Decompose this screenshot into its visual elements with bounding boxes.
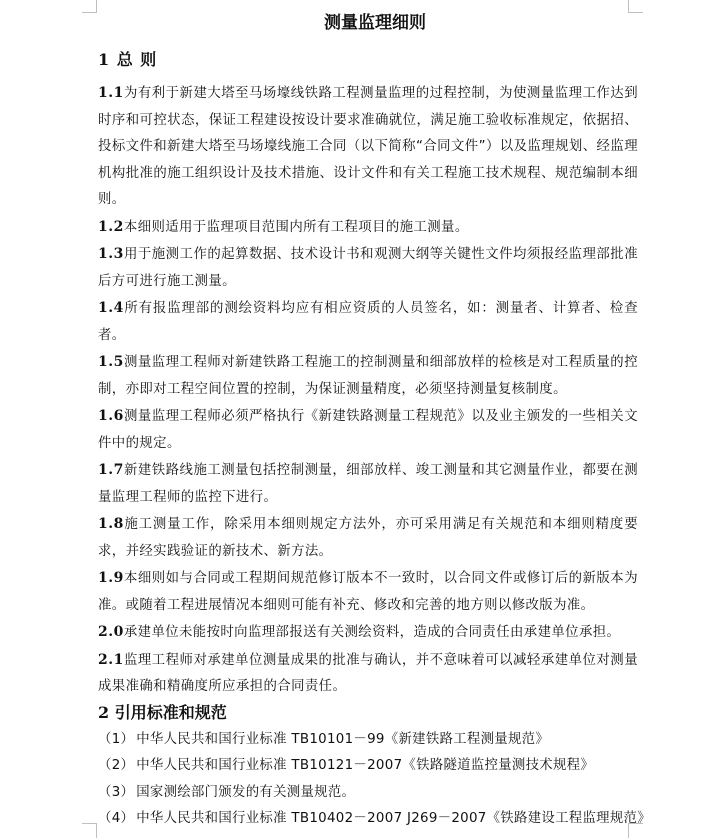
clause-text: 本细则如与合同或工程期间规范修订版本不一致时，以合同文件或修订后的新版本为准。或随着工程进展情况本细则可能有补充、修改和完善的地方则以修改版为准。 xyxy=(98,571,638,613)
clause-text: 测量监理工程师必须严格执行《新建铁路测量工程规范》以及业主颁发的一些相关文件中的规定。 xyxy=(98,409,638,451)
reference-item xyxy=(98,780,638,807)
section-general-paragraphs xyxy=(98,80,638,701)
clause-text: 本细则适用于监理项目范围内所有工程项目的施工测量。 xyxy=(123,219,469,235)
clause-number: 1.1 xyxy=(98,85,124,101)
clause-text: 用于施测工作的起算数据、技术设计书和观测大纲等关键性文件均须报经监理部批准后方可进行施工测量。 xyxy=(98,247,638,289)
page-corner-mark xyxy=(82,823,97,838)
clause-number: 1.6 xyxy=(98,408,124,424)
clause-paragraph xyxy=(98,457,638,511)
clause-text: 施工测量工作，除采用本细则规定方法外，亦可采用满足有关规范和本细则精度要求，并经实践验证的新技术、新方法。 xyxy=(98,517,638,559)
clause-paragraph xyxy=(98,80,638,214)
reference-index: （4） xyxy=(98,811,135,826)
clause-text: 为有利于新建大塔至马场壕线铁路工程测量监理的过程控制，为使测量监理工作达到时序和可控状态，保证工程建设按设计要求准确就位，满足施工验收标准规定，依据招、投标文件和新建大塔至马场壕线施工合同（以下简称“合同文件”）以及监理规划、经监理机构批准的施工组织设计及技术措施、设计文件和有关工程施工技术规程、规范编制本细则。 xyxy=(98,86,638,207)
reference-index: （3） xyxy=(98,784,135,800)
clause-number: 1.8 xyxy=(98,516,124,532)
clause-number: 2.0 xyxy=(98,624,124,640)
clause-number: 1.3 xyxy=(98,246,124,262)
reference-text: 中华人民共和国行业标准 TB10402－2007 J269－2007《铁路建设工程监理规范》 xyxy=(136,811,651,826)
clause-text: 所有报监理部的测绘资料均应有相应资质的人员签名，如：测量者、计算者、检查者。 xyxy=(98,301,638,343)
clause-number: 1.4 xyxy=(98,300,124,316)
clause-number: 2.1 xyxy=(98,651,124,668)
clause-text: 监理工程师对承建单位测量成果的批准与确认，并不意味着可以减轻承建单位对测量成果准确和精确度所应承担的合同责任。 xyxy=(98,652,638,694)
page-corner-mark xyxy=(82,0,97,13)
clause-paragraph xyxy=(98,647,638,701)
document-body xyxy=(98,8,651,833)
clause-paragraph xyxy=(98,349,638,403)
clause-paragraph xyxy=(98,565,638,619)
clause-paragraph xyxy=(98,295,638,349)
reference-index: （1） xyxy=(98,731,135,747)
reference-text: 国家测绘部门颁发的有关测量规范。 xyxy=(136,784,356,800)
reference-text: 中华人民共和国行业标准 TB10101－99《新建铁路工程测量规范》 xyxy=(136,731,550,747)
section-heading-references: 2 引用标准和规范 xyxy=(98,702,227,722)
section-heading-general: 1 总 则 xyxy=(98,50,158,69)
reference-index: （2） xyxy=(98,758,135,773)
clause-number: 1.2 xyxy=(98,218,124,235)
clause-number: 1.5 xyxy=(98,354,124,370)
clause-paragraph xyxy=(98,214,638,242)
clause-text: 承建单位未能按时向监理部报送有关测绘资料，造成的合同责任由承建单位承担。 xyxy=(123,625,621,640)
reference-item xyxy=(98,806,651,833)
reference-item xyxy=(98,753,638,780)
reference-item xyxy=(98,727,638,754)
clause-text: 测量监理工程师对新建铁路工程施工的控制测量和细部放样的检核是对工程质量的控制，亦即对工程空间位置的控制，为保证测量精度，必须坚持测量复核制度。 xyxy=(98,355,638,397)
clause-paragraph xyxy=(98,403,638,457)
reference-text: 中华人民共和国行业标准 TB10121－2007《铁路隧道监控量测技术规程》 xyxy=(136,758,595,773)
document-title: 测量监理细则 xyxy=(324,13,426,33)
reference-list xyxy=(98,727,651,833)
clause-number: 1.7 xyxy=(98,462,124,478)
clause-paragraph xyxy=(98,511,638,565)
clause-paragraph xyxy=(98,241,638,295)
clause-number: 1.9 xyxy=(98,570,124,586)
clause-text: 新建铁路线施工测量包括控制测量，细部放样、竣工测量和其它测量作业，都要在测量监理工程师的监控下进行。 xyxy=(98,463,638,505)
clause-paragraph xyxy=(98,619,638,647)
